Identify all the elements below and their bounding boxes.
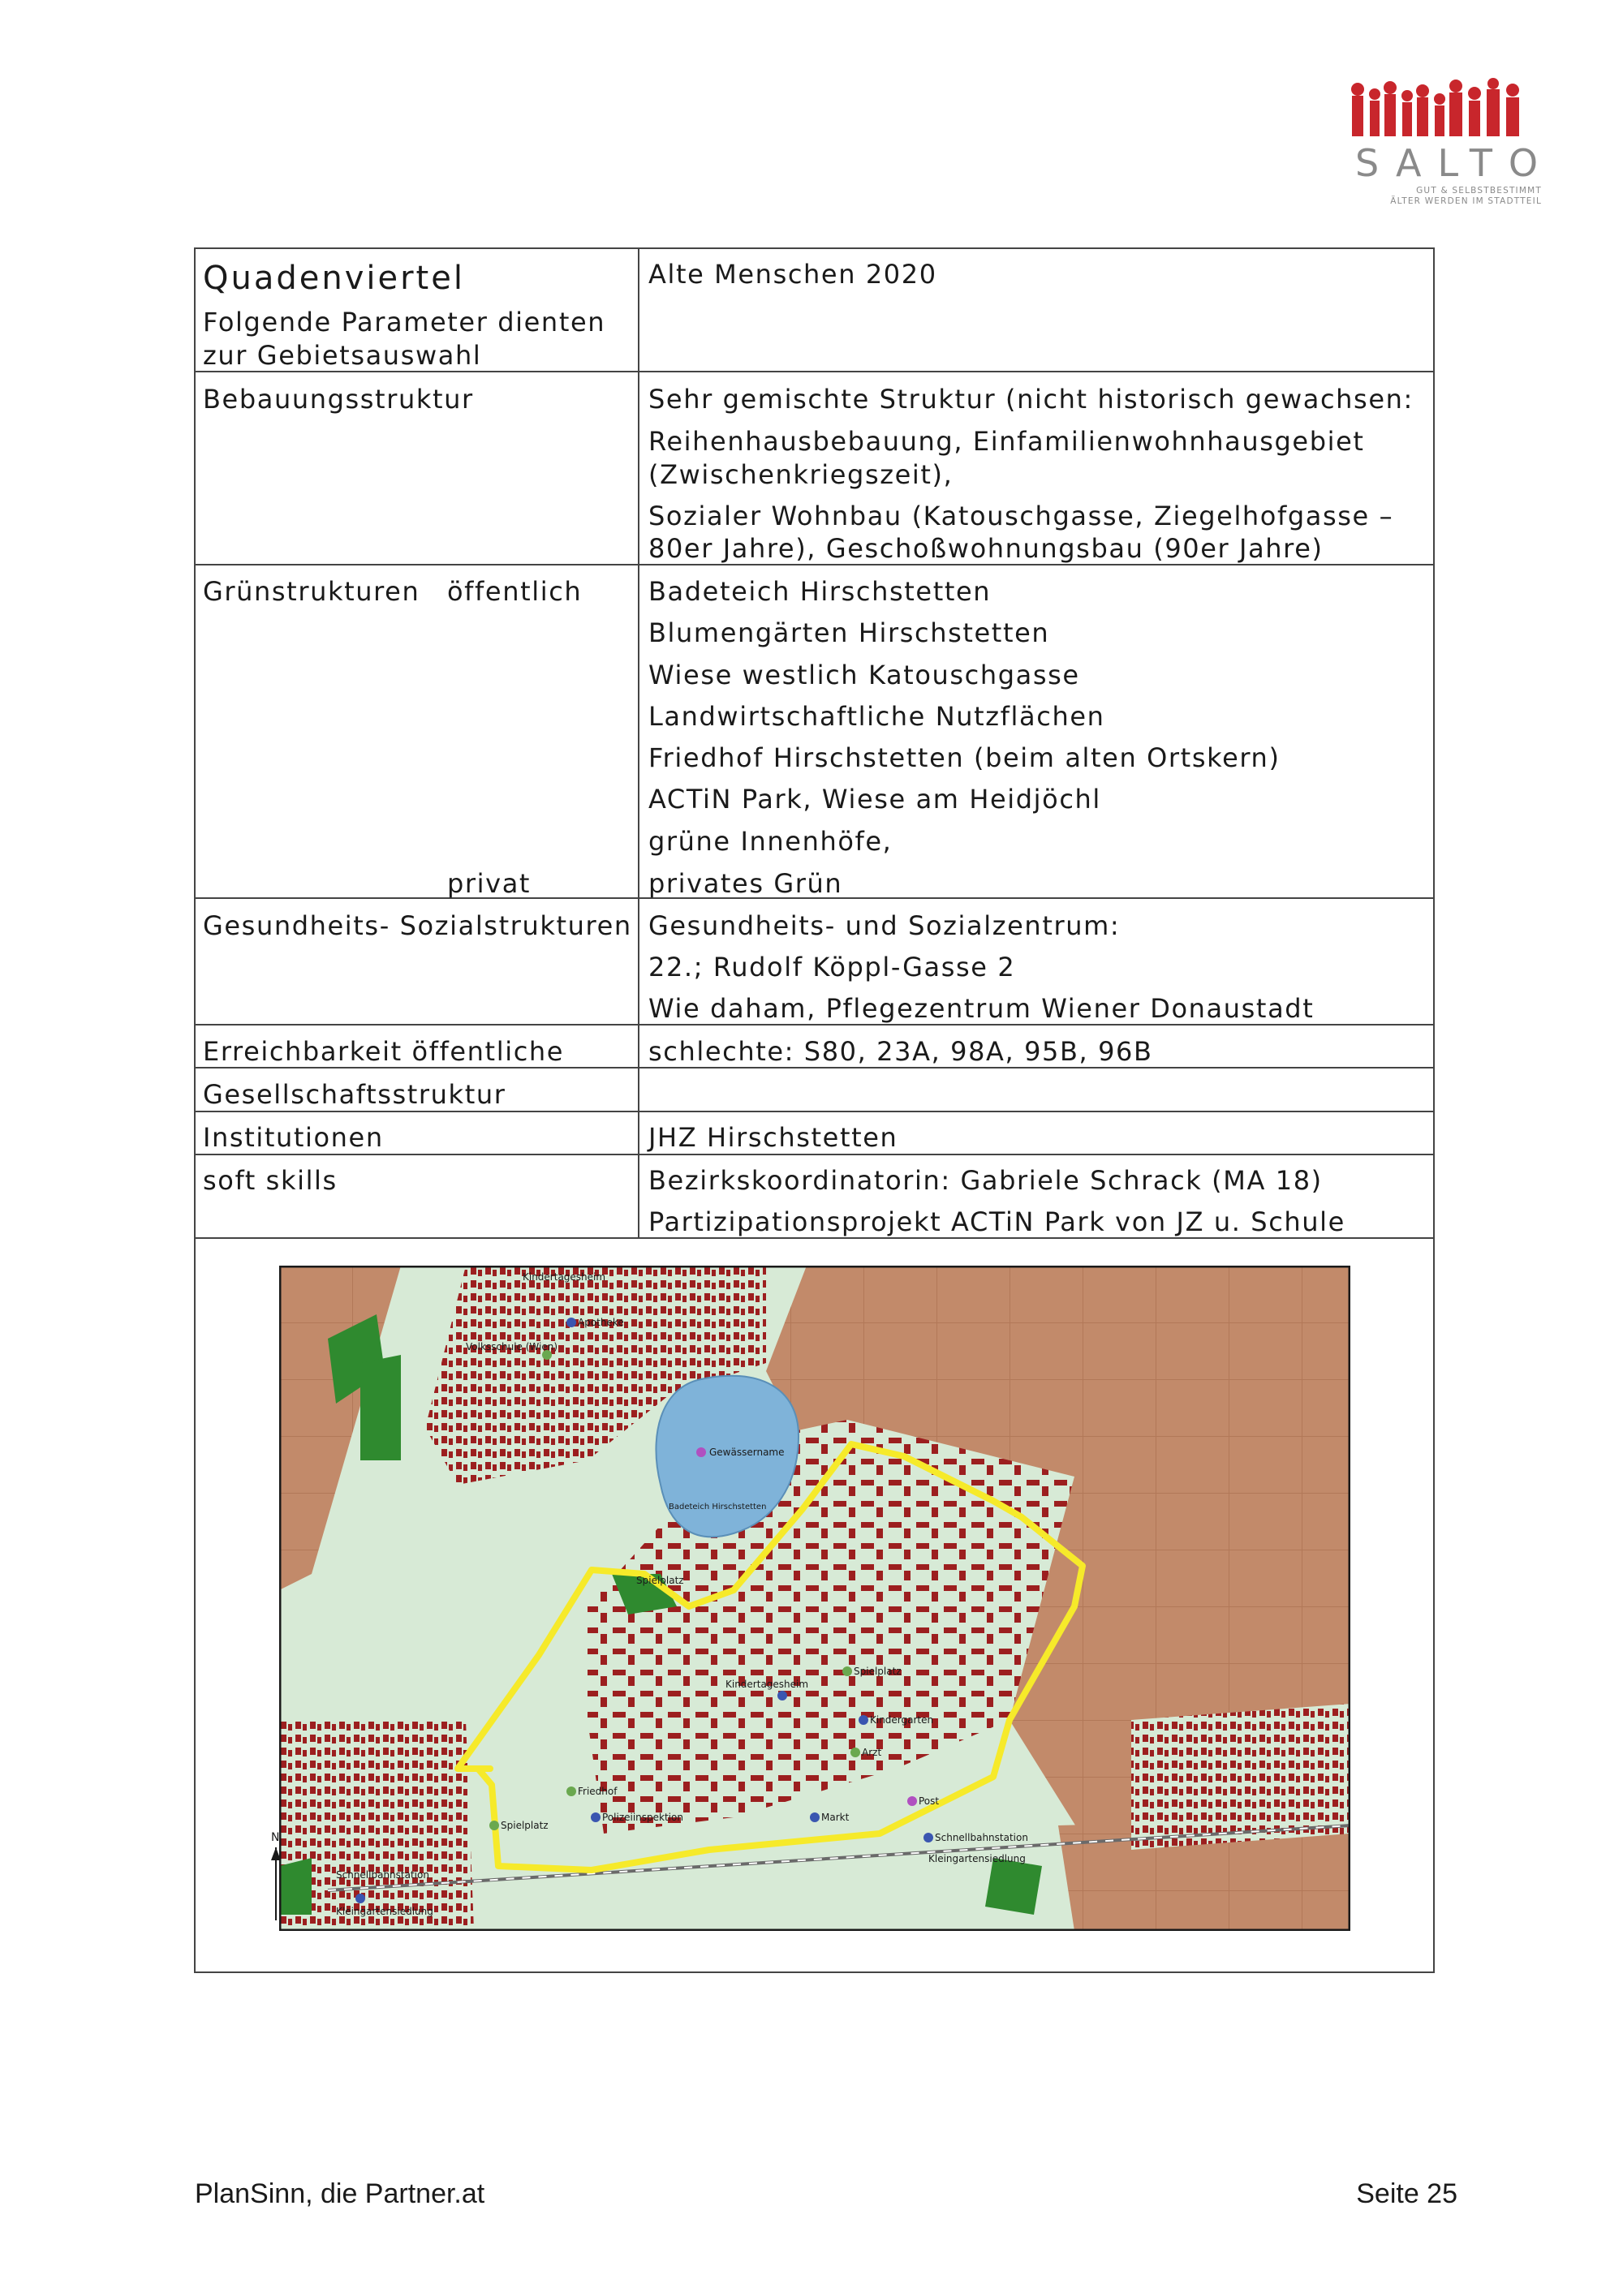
map-label-kindergarten: Kindergarten: [870, 1714, 934, 1726]
header-subtitle-2: zur Gebietsauswahl: [203, 340, 482, 371]
gruen-line: privates Grün: [648, 868, 843, 899]
poi-spielplatz-3: [489, 1821, 499, 1830]
bebauung-line: Sozialer Wohnbau (Katouschgasse, Ziegelhofgasse –: [648, 501, 1394, 531]
gruen-line: Friedhof Hirschstetten (beim alten Ortskern): [648, 742, 1281, 773]
people-figures-icon: [1347, 78, 1542, 143]
map-label-spielplatz-2: Spielplatz: [636, 1575, 684, 1586]
poi-polizei: [591, 1812, 601, 1822]
gruen-line: Landwirtschaftliche Nutzflächen: [648, 701, 1105, 732]
row-label-bebauung: Bebauungsstruktur: [203, 384, 474, 415]
poi-apotheke: [566, 1318, 576, 1327]
softskills-line: Partizipationsprojekt ACTiN Park von JZ u. Schule: [648, 1206, 1345, 1237]
row-label-gruen: Grünstrukturen: [203, 576, 420, 607]
map-label-friedhof: Friedhof: [578, 1786, 618, 1797]
district-map: [279, 1266, 1350, 1931]
logo-wordmark: SALTO: [1355, 141, 1555, 185]
table-column-divider: [638, 247, 639, 1237]
area-title: Quadenviertel: [203, 260, 465, 297]
row-label-erreichbarkeit: Erreichbarkeit öffentliche: [203, 1036, 565, 1067]
poi-kindertagesheim: [777, 1691, 787, 1701]
map-label-spielplatz-3: Spielplatz: [501, 1820, 549, 1831]
gesundheit-line: Wie daham, Pflegezentrum Wiener Donaustadt: [648, 993, 1315, 1024]
gesundheit-line: Gesundheits- und Sozialzentrum:: [648, 910, 1121, 941]
gruen-line: ACTiN Park, Wiese am Heidjöchl: [648, 784, 1101, 815]
gruen-line: Wiese westlich Katouschgasse: [648, 660, 1080, 690]
gruen-line: Blumengärten Hirschstetten: [648, 617, 1050, 648]
bebauung-line: 80er Jahre), Geschoßwohnungsbau (90er Jahre): [648, 533, 1324, 564]
header-subtitle-1: Folgende Parameter dienten: [203, 307, 606, 338]
map-label-kleingartensiedlung-2: Kleingartensiedlung: [336, 1906, 433, 1917]
header-right: Alte Menschen 2020: [648, 259, 937, 290]
map-label-kindertagesheim-top: Kindertagesheim: [523, 1271, 606, 1283]
bebauung-line: (Zwischenkriegszeit),: [648, 459, 954, 490]
map-green-5: [985, 1858, 1042, 1915]
gruen-public-label: öffentlich: [447, 576, 583, 607]
map-label-badeteich: Badeteich Hirschstetten: [669, 1503, 767, 1511]
row-label-gesundheit: Gesundheits- Sozialstrukturen: [203, 910, 632, 941]
institutionen-value: JHZ Hirschstetten: [648, 1122, 898, 1153]
gesundheit-line: 22.; Rudolf Köppl-Gasse 2: [648, 952, 1016, 982]
row-label-institutionen: Institutionen: [203, 1122, 384, 1153]
map-label-apotheke: Apotheke: [578, 1317, 624, 1328]
row-divider: [194, 1111, 1435, 1112]
poi-post: [907, 1796, 917, 1806]
gruen-line: grüne Innenhöfe,: [648, 826, 893, 857]
map-label-markt: Markt: [821, 1812, 850, 1823]
salto-logo: [1347, 78, 1555, 208]
map-label-kleingartensiedlung-1: Kleingartensiedlung: [928, 1853, 1026, 1864]
north-label: N: [271, 1831, 280, 1844]
poi-markt: [810, 1812, 820, 1822]
map-label-spielplatz-1: Spielplatz: [854, 1666, 902, 1677]
poi-friedhof: [566, 1786, 576, 1796]
poi-schnellbahn-1: [923, 1833, 933, 1842]
logo-tagline-2: ÄLTER WERDEN IM STADTTEIL: [1390, 196, 1542, 206]
north-arrow: [266, 1829, 286, 1927]
poi-schnellbahn-2: [355, 1894, 365, 1903]
gruen-line: Badeteich Hirschstetten: [648, 576, 992, 607]
gruen-private-label: privat: [447, 868, 532, 899]
erreichbarkeit-value: schlechte: S80, 23A, 98A, 95B, 96B: [648, 1036, 1153, 1067]
map-label-schnellbahnstation-1: Schnellbahnstation: [935, 1832, 1028, 1843]
poi-gewaesser: [696, 1447, 706, 1457]
map-label-kindertagesheim-mid: Kindertagesheim: [725, 1679, 809, 1690]
poi-arzt: [850, 1748, 860, 1757]
softskills-line: Bezirkskoordinatorin: Gabriele Schrack (MA 18): [648, 1165, 1323, 1196]
map-label-schnellbahnstation-2: Schnellbahnstation: [336, 1869, 429, 1881]
map-label-volksschule: Volksschule (Wien): [466, 1341, 558, 1352]
bebauung-line: Sehr gemischte Struktur (nicht historisch gewachsen:: [648, 384, 1414, 415]
row-label-gesellschaft: Gesellschaftsstruktur: [203, 1079, 506, 1110]
row-divider: [194, 1154, 1435, 1155]
map-label-gewaessername: Gewässername: [709, 1447, 785, 1458]
logo-tagline-1: GUT & SELBSTBESTIMMT: [1416, 186, 1542, 196]
poi-kindergarten: [859, 1715, 868, 1725]
bebauung-line: Reihenhausbebauung, Einfamilienwohnhausgebiet: [648, 426, 1365, 457]
map-green-2: [360, 1355, 401, 1460]
map-label-polizeiinspektion: Polizeiinspektion: [602, 1812, 683, 1823]
map-label-arzt: Arzt: [862, 1747, 882, 1758]
footer-left: PlanSinn, die Partner.at: [195, 2178, 485, 2209]
row-label-softskills: soft skills: [203, 1165, 338, 1196]
map-label-post: Post: [919, 1795, 940, 1807]
poi-spielplatz-1: [842, 1666, 852, 1676]
footer-page-number: Seite 25: [1356, 2178, 1457, 2209]
